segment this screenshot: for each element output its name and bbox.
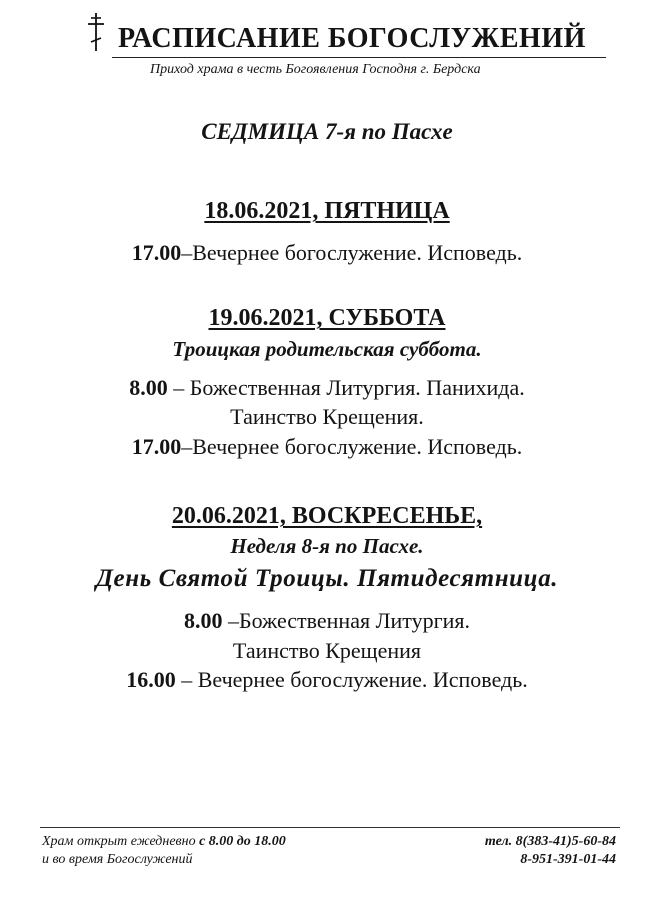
service-line: Таинство Крещения: [232, 638, 422, 663]
title-divider: [112, 57, 606, 58]
parish-subtitle: Приход храма в честь Богоявления Господня г. Бердска: [150, 62, 481, 77]
week-heading: СЕДМИЦА 7-я по Пасхе: [201, 119, 453, 144]
service-line: 16.00 – Вечернее богослужение. Исповедь.: [126, 667, 528, 692]
feast-name: Троицкая родительская суббота.: [172, 337, 482, 361]
day-date: 20.06.2021, ВОСКРЕСЕНЬЕ,: [171, 503, 483, 529]
day-date: 19.06.2021, СУББОТА: [208, 305, 446, 331]
opening-note: и во время Богослужений: [42, 852, 193, 867]
day-date: 18.06.2021, ПЯТНИЦА: [204, 198, 450, 224]
footer-divider: [40, 827, 620, 828]
phone-number: 8-951-391-01-44: [520, 852, 616, 867]
phone-number: тел. 8(383-41)5-60-84: [484, 834, 616, 849]
page-title: РАСПИСАНИЕ БОГОСЛУЖЕНИЙ: [118, 23, 586, 54]
service-line: 8.00 – Божественная Литургия. Панихида.: [129, 375, 525, 400]
service-line: 17.00–Вечернее богослужение. Исповедь.: [131, 240, 523, 265]
feast-main: День Святой Троицы. Пятидесятница.: [95, 565, 559, 592]
orthodox-cross-icon: [86, 12, 106, 52]
opening-hours: Храм открыт ежедневно с 8.00 до 18.00: [42, 834, 286, 849]
service-line: 8.00 –Божественная Литургия.: [183, 608, 471, 633]
service-line: Таинство Крещения.: [230, 404, 424, 429]
service-line: 17.00–Вечернее богослужение. Исповедь.: [131, 434, 523, 459]
feast-name: Неделя 8-я по Пасхе.: [230, 534, 424, 558]
